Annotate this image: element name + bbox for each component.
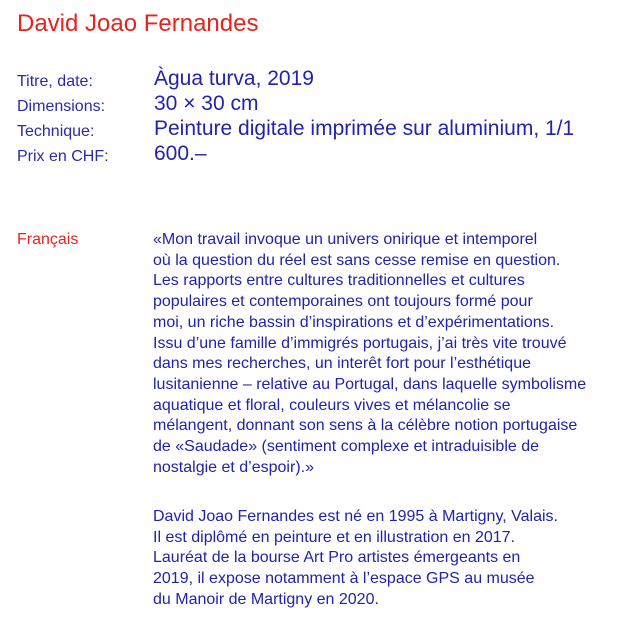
detail-technique (17, 116, 627, 141)
statement-line: moi, un riche bassin d’inspirations et d’expérimentations. (153, 313, 555, 331)
statement-line: lusitanienne – relative au Portugal, dans laquelle symbolisme (153, 375, 587, 393)
biography-line: 2019, il expose notamment à l’espace GPS au musée (153, 570, 535, 588)
detail-title-date (17, 66, 627, 91)
statement-line: de «Saudade» (sentiment complexe et intraduisible de (153, 438, 540, 456)
detail-value: Peinture digitale imprimée sur aluminium, 1/1 (154, 117, 575, 140)
detail-label: Dimensions: (17, 98, 106, 115)
biography-line: David Joao Fernandes est né en 1995 à Martigny, Valais. (153, 508, 558, 525)
statement-line: Issu d’une famille d’immigrés portugais, j’ai très vite trouvé (153, 334, 567, 352)
detail-value: 600.– (154, 142, 207, 165)
statement-line: «Mon travail invoque un univers onirique et intemporel (153, 231, 538, 248)
artist-name: David Joao Fernandes (17, 10, 259, 37)
detail-dimensions (17, 91, 627, 116)
detail-value: 30 × 30 cm (154, 92, 259, 115)
detail-label: Titre, date: (17, 73, 93, 90)
statement-line: populaires et contemporaines ont toujours formé pour (153, 293, 533, 311)
detail-label: Technique: (17, 123, 95, 140)
statement-line: Les rapports entre cultures traditionnelles et cultures (153, 272, 525, 290)
statement-line: nostalgie et d’espoir).» (153, 458, 314, 476)
artwork-details (17, 66, 627, 166)
detail-label: Prix en CHF: (17, 148, 109, 165)
detail-price (17, 141, 627, 166)
statement-line: dans mes recherches, un interêt fort pour l’esthétique (153, 355, 531, 373)
detail-value: Àgua turva, 2019 (154, 67, 314, 90)
artist-statement (153, 230, 628, 478)
biography-line: du Manoir de Martigny en 2020. (153, 590, 379, 608)
biography-line: Il est diplômé en peinture et en illustration en 2017. (153, 528, 516, 546)
artist-biography (153, 507, 628, 611)
statement-line: mélangent, donnant son sens à la célèbre notion portugaise (153, 417, 578, 435)
language-label: Français (17, 231, 79, 248)
biography-line: Lauréat de la bourse Art Pro artistes émergeants en (153, 549, 521, 567)
statement-line: où la question du réel est sans cesse remise en question. (153, 251, 561, 269)
statement-line: aquatique et floral, couleurs vives et mélancolie se (153, 396, 511, 414)
